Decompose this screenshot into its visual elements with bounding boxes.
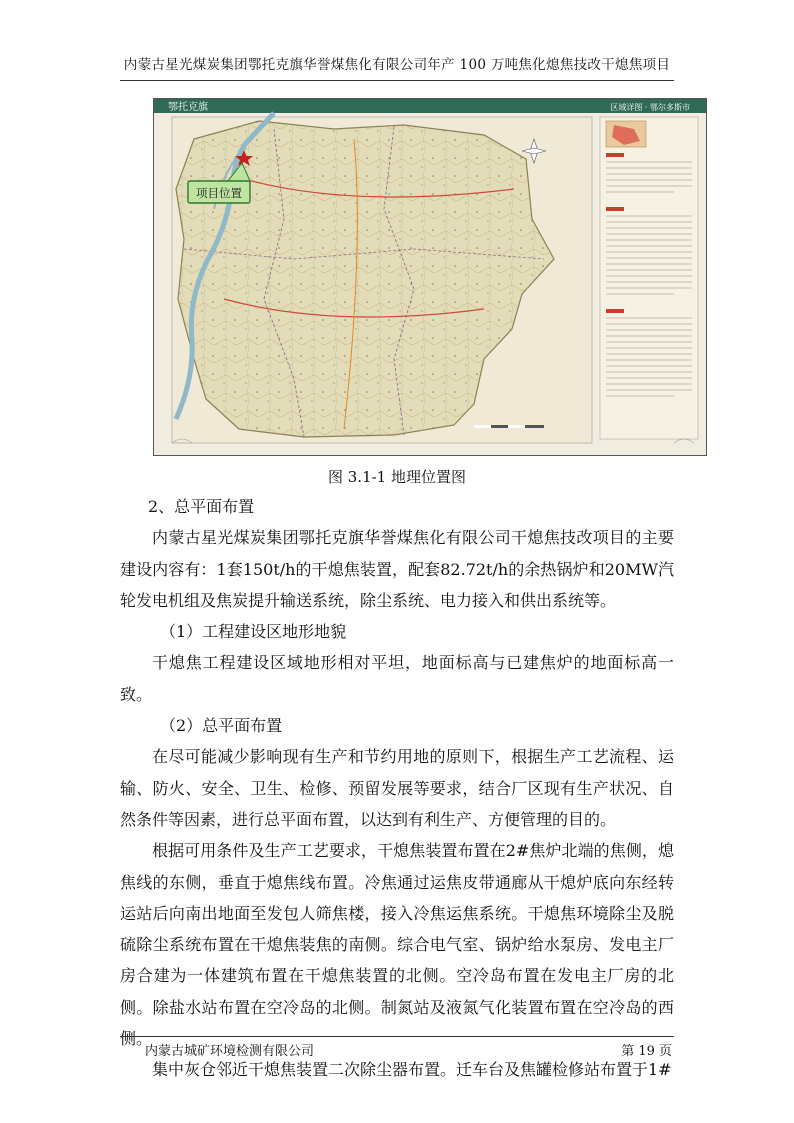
header-divider: [120, 80, 674, 81]
footer-page-number: 第 19 页: [621, 1044, 672, 1059]
page-header-title: 内蒙古星光煤炭集团鄂托克旗华誉煤焦化有限公司年产 100 万吨焦化熄焦技改干熄焦项目: [123, 57, 671, 73]
figure-caption: 图 3.1-1 地理位置图: [327, 468, 466, 486]
footer-company: 内蒙古城矿环境检测有限公司: [145, 1044, 315, 1059]
body-content: [120, 491, 674, 1086]
layout-paragraph-1: 在尽可能减少影响现有生产和节约用地的原则下，根据生产工艺流程、运输、防火、安全、卫生、检修、预留发展等要求，结合厂区现有生产状况、自然条件等因素，进行总平面布置，以达到有利生产、方便管理的目的。: [120, 747, 674, 829]
layout-paragraph-3: 集中灰仓邻近干熄焦装置二次除尘器布置。迁车台及焦罐检修站布置于1#: [152, 1060, 672, 1080]
map-legend-panel: [600, 117, 698, 439]
subsection-heading-terrain: （1）工程建设区地形地貌: [160, 622, 347, 642]
location-map: [154, 99, 706, 455]
subsection-heading-layout: （2）总平面布置: [160, 716, 283, 736]
footer-divider: [120, 1036, 674, 1037]
terrain-paragraph: 干熄焦工程建设区域地形相对平坦，地面标高与已建焦炉的地面标高一致。: [120, 653, 674, 704]
location-map-figure: [153, 98, 707, 456]
project-location-label: 项目位置: [196, 186, 242, 200]
map-banner-title: 鄂托克旗: [168, 102, 208, 113]
map-banner-right: 区域详图 · 鄂尔多斯市: [610, 103, 690, 112]
intro-paragraph: 内蒙古星光煤炭集团鄂托克旗华誉煤焦化有限公司干熄焦技改项目的主要建设内容有：1套150t/h的干熄焦装置，配套82.72t/h的余热锅炉和20MW汽轮发电机组及焦炭提升输送系统，除尘系统、电力接入和供出系统等。: [120, 528, 674, 610]
section-heading: 2、总平面布置: [148, 497, 255, 516]
layout-paragraph-2: 根据可用条件及生产工艺要求，干熄焦装置布置在2#焦炉北端的焦侧，熄焦线的东侧，垂直于熄焦线布置。冷焦通过运焦皮带通廊从干熄炉底向东经转运站后向南出地面至发包人筛焦楼，接入冷焦运焦系统。干熄焦环境除尘及脱硫除尘系统布置在干熄焦装焦的南侧。综合电气室、锅炉给水泵房、发电主厂房合建为一体建筑布置在干熄焦装置的北侧。空冷岛布置在发电主厂房的北侧。除盐水站布置在空冷岛的北侧。制氮站及液氮气化装置布置在空冷岛的西侧。: [120, 841, 674, 1049]
